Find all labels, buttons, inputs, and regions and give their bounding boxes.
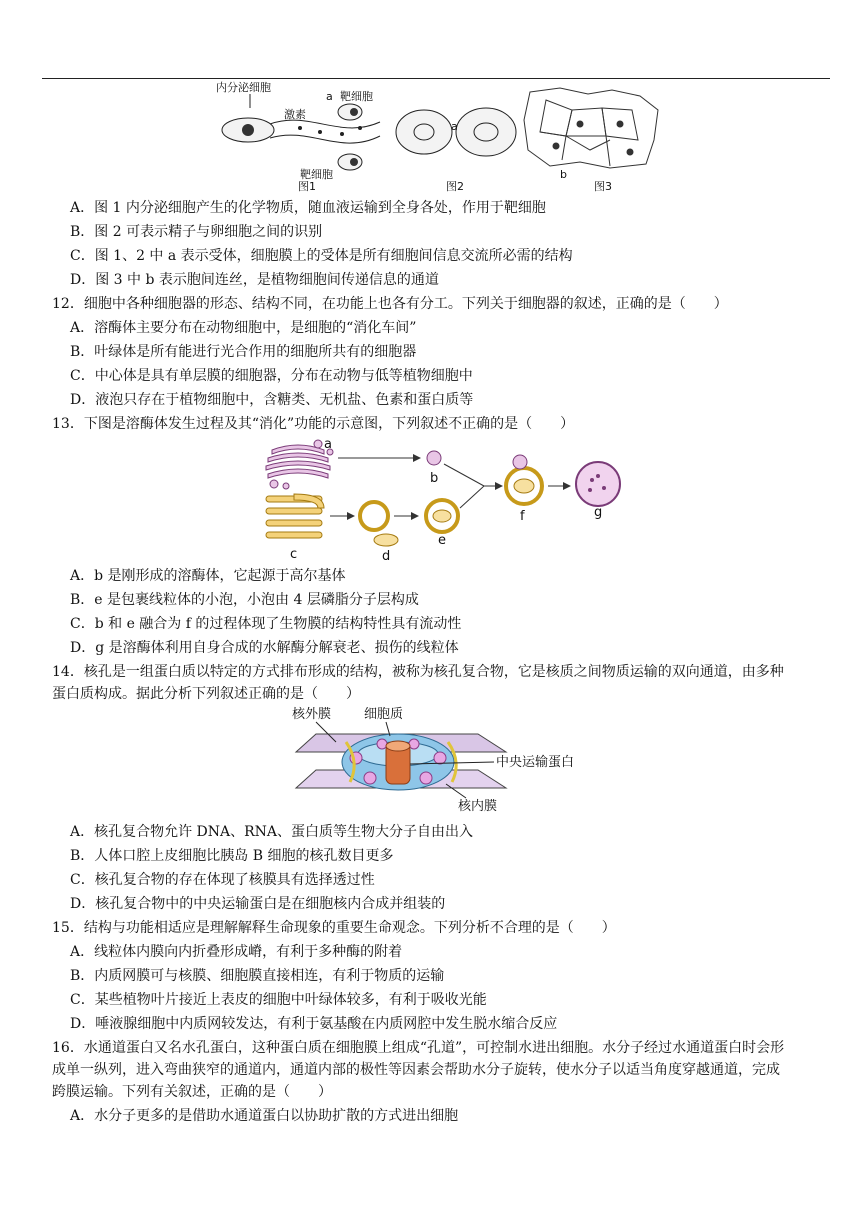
q13-figure bbox=[258, 436, 638, 564]
fig2-a-label: a bbox=[451, 120, 458, 133]
forming-vesicle bbox=[360, 502, 388, 530]
q16-stem-line3: 跨膜运输。下列有关叙述，正确的是（ ） bbox=[52, 1084, 332, 1100]
q11-option-a: A．图 1 内分泌细胞产生的化学物质，随血液运输到全身各处，作用于靶细胞 bbox=[70, 200, 546, 216]
q16-stem-line1: 16．水通道蛋白又名水孔蛋白，这种蛋白质在细胞膜上组成“孔道”，可控制水进出细胞。水分子经过水通道蛋白时会形 bbox=[52, 1040, 785, 1056]
q13-option-b: B．e 是包裹线粒体的小泡，小泡由 4 层磷脂分子层构成 bbox=[70, 592, 419, 608]
q12-option-d: D．液泡只存在于植物细胞中，含糖类、无机盐、色素和蛋白质等 bbox=[70, 392, 474, 408]
q15-option-a: A．线粒体内膜向内折叠形成嵴，有利于多种酶的附着 bbox=[70, 944, 403, 960]
q13-option-d: D．g 是溶酶体利用自身合成的水解酶分解衰老、损伤的线粒体 bbox=[70, 640, 459, 656]
q15-stem: 15．结构与功能相适应是理解解释生命现象的重要生命观念。下列分析不合理的是（ ） bbox=[52, 920, 616, 936]
mitochondrion-d bbox=[374, 534, 398, 546]
q16-option-a: A．水分子更多的是借助水通道蛋白以协助扩散的方式进出细胞 bbox=[70, 1108, 459, 1124]
fig1-diagram bbox=[216, 80, 380, 192]
header-rule bbox=[42, 78, 830, 79]
fig1-caption: 图1 bbox=[298, 180, 316, 192]
q14-option-b: B．人体口腔上皮细胞比胰岛 B 细胞的核孔数目更多 bbox=[70, 848, 394, 864]
q14-option-c: C．核孔复合物的存在体现了核膜具有选择透过性 bbox=[70, 872, 375, 888]
outer-membrane-label: 核外膜 bbox=[292, 707, 332, 722]
q16-stem-line2: 成单一纵列，进入弯曲狭窄的通道内，通道内部的极性等因素会帮助水分子旋转，使水分子以适当角度穿越通道，完成 bbox=[52, 1062, 780, 1078]
q13-option-a: A．b 是刚形成的溶酶体，它起源于高尔基体 bbox=[70, 568, 346, 584]
q14-stem-line2: 蛋白质构成。据此分析下列叙述正确的是（ ） bbox=[52, 686, 360, 702]
q13-stem: 13．下图是溶酶体发生过程及其“消化”功能的示意图，下列叙述不正确的是（ ） bbox=[52, 416, 575, 432]
label-f: f bbox=[520, 509, 525, 524]
label-c: c bbox=[290, 547, 298, 562]
endocrine-cell-label: 内分泌细胞 bbox=[216, 81, 271, 94]
cytoplasm-label: 细胞质 bbox=[364, 707, 404, 722]
target-cell-bottom-label: 靶细胞 bbox=[300, 168, 333, 181]
hormone-label: 激素 bbox=[284, 108, 306, 121]
target-cell-top-label: 靶细胞 bbox=[340, 90, 373, 103]
central-transport-protein-label: 中央运输蛋白 bbox=[496, 755, 575, 770]
q11-figure bbox=[210, 80, 670, 192]
q15-option-b: B．内质网膜可与核膜、细胞膜直接相连，有利于物质的运输 bbox=[70, 968, 445, 984]
q14-option-d: D．核孔复合物中的中央运输蛋白是在细胞核内合成并组装的 bbox=[70, 896, 446, 912]
q14-stem-line1: 14．核孔是一组蛋白质以特定的方式排布形成的结构，被称为核孔复合物，它是核质之间物质运输的双向通道，由多种 bbox=[52, 664, 784, 680]
endoplasmic-reticulum bbox=[266, 494, 324, 538]
q13-option-c: C．b 和 e 融合为 f 的过程体现了生物膜的结构特性具有流动性 bbox=[70, 616, 462, 632]
fig3-caption: 图3 bbox=[594, 180, 612, 192]
fig2-caption: 图2 bbox=[446, 180, 464, 192]
label-g: g bbox=[594, 505, 603, 520]
fig3-b-label: b bbox=[560, 168, 567, 181]
q12-option-b: B．叶绿体是所有能进行光合作用的细胞所共有的细胞器 bbox=[70, 344, 417, 360]
q14-option-a: A．核孔复合物允许 DNA、RNA、蛋白质等生物大分子自由出入 bbox=[70, 824, 474, 840]
label-b: b bbox=[430, 471, 439, 486]
q15-option-d: D．唾液腺细胞中内质网较发达，有利于氨基酸在内质网腔中发生脱水缩合反应 bbox=[70, 1016, 558, 1032]
digestion-g bbox=[576, 462, 620, 506]
q11-option-c: C．图 1、2 中 a 表示受体，细胞膜上的受体是所有细胞间信息交流所必需的结构 bbox=[70, 248, 573, 264]
golgi-apparatus bbox=[266, 440, 333, 489]
inner-membrane-label: 核内膜 bbox=[458, 799, 498, 814]
lysosome-b bbox=[427, 451, 441, 465]
q11-option-b: B．图 2 可表示精子与卵细胞之间的识别 bbox=[70, 224, 323, 240]
q12-option-c: C．中心体是具有单层膜的细胞器，分布在动物与低等植物细胞中 bbox=[70, 368, 473, 384]
label-a: a bbox=[324, 437, 332, 452]
q11-option-d: D．图 3 中 b 表示胞间连丝，是植物细胞间传递信息的通道 bbox=[70, 272, 439, 288]
label-e: e bbox=[438, 533, 446, 548]
q14-figure bbox=[286, 704, 606, 820]
q15-option-c: C．某些植物叶片接近上表皮的细胞中叶绿体较多，有利于吸收光能 bbox=[70, 992, 487, 1008]
label-d: d bbox=[382, 549, 391, 564]
fig3-diagram bbox=[524, 88, 658, 168]
q12-stem: 12．细胞中各种细胞器的形态、结构不同，在功能上也各有分工。下列关于细胞器的叙述，正确的是（ ） bbox=[52, 296, 728, 312]
receptor-a-label: a bbox=[326, 90, 333, 103]
q12-option-a: A．溶酶体主要分布在动物细胞中，是细胞的“消化车间” bbox=[70, 320, 417, 336]
fig2-diagram bbox=[396, 108, 516, 192]
